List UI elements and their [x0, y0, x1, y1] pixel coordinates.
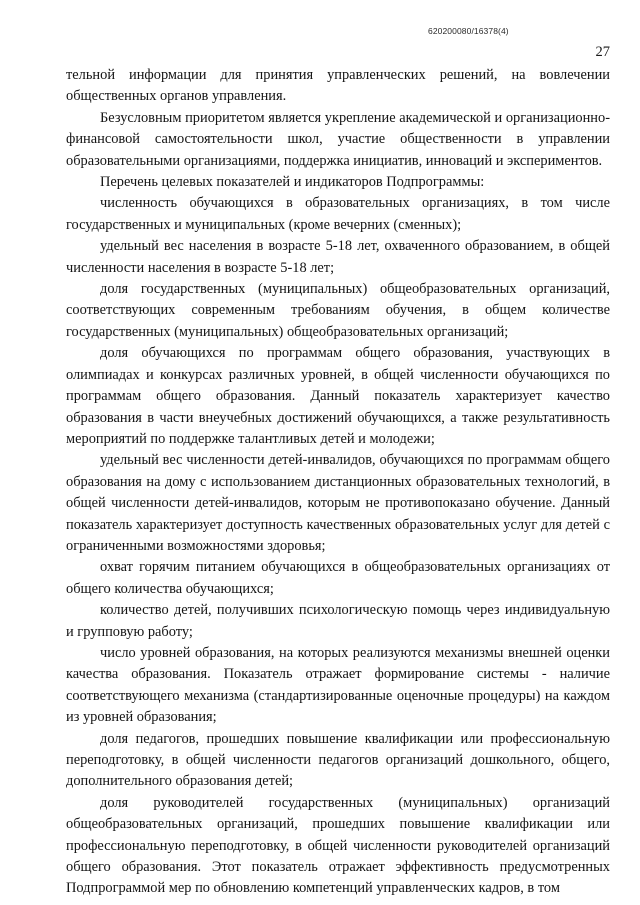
indicator-item: удельный вес населения в возрасте 5-18 лет, охваченного образованием, в общей численности населения в возрасте 5-18 лет; — [66, 238, 610, 276]
indicator-item: доля обучающихся по программам общего образования, участвующих в олимпиадах и конкурсах различных уровней, в общей численности обучающихся по программам общего образования. Данный показатель характеризует качество образования в части внеучебных достижений обучающихся, а также результативность мероприятий по поддержке талантливых детей и молодежи; — [66, 345, 610, 447]
indicator-item: доля руководителей государственных (муниципальных) организаций общеобразовательных организаций, прошедших повышение квалификации или профессиональную переподготовку, в общей численности руководителей организаций общего образования. Этот показатель отражает эффективность предусмотренных Подпрограммой мер по обновлению компетенций управленческих кадров, в том — [66, 794, 610, 897]
paragraph-continuation: тельной информации для принятия управленческих решений, на вовлечении общественных органов управления. — [66, 67, 610, 105]
indicator-item: доля государственных (муниципальных) общеобразовательных организаций, соответствующих современным требованиям обучения, в общем количестве государственных (муниципальных) общеобразовательных организаций; — [66, 281, 610, 340]
paragraph-indicators-heading: Перечень целевых показателей и индикаторов Подпрограммы: — [100, 174, 485, 191]
paragraph-priority: Безусловным приоритетом является укрепление академической и организационно-финансовой самостоятельности школ, участие общественности в управлении образовательными организациями, поддержка инициатив, инноваций и экспериментов. — [66, 109, 610, 169]
indicator-item: доля педагогов, прошедших повышение квалификации или профессиональную переподготовку, в общей численности педагогов организаций дошкольного, общего, дополнительного образования детей; — [66, 730, 610, 790]
indicator-item: удельный вес численности детей-инвалидов, обучающихся по программам общего образования на дому с использованием дистанционных образовательных технологий, в общей численности детей-инвалидов, которым не противопоказано обучение. Данный показатель характеризует доступность качественных образовательных услуг для детей с ограниченными возможностями здоровья; — [66, 452, 610, 554]
document-id: 620200080/16378(4) — [428, 26, 509, 36]
indicator-item: число уровней образования, на которых реализуются механизмы внешней оценки качества образования. Показатель отражает формирование системы - наличие соответствующего механизма (стандартизированные оценочные процедуры) на каждом из уровней образования; — [66, 644, 610, 726]
indicator-item: численность обучающихся в образовательных организациях, в том числе государственных и муниципальных (кроме вечерних (сменных); — [66, 195, 610, 233]
page-number: 27 — [595, 44, 610, 60]
indicator-item: количество детей, получивших психологическую помощь через индивидуальную и групповую работу; — [66, 602, 610, 640]
indicator-item: охват горячим питанием обучающихся в общеобразовательных организациях от общего количества обучающихся; — [66, 559, 610, 597]
body-text — [66, 65, 610, 900]
